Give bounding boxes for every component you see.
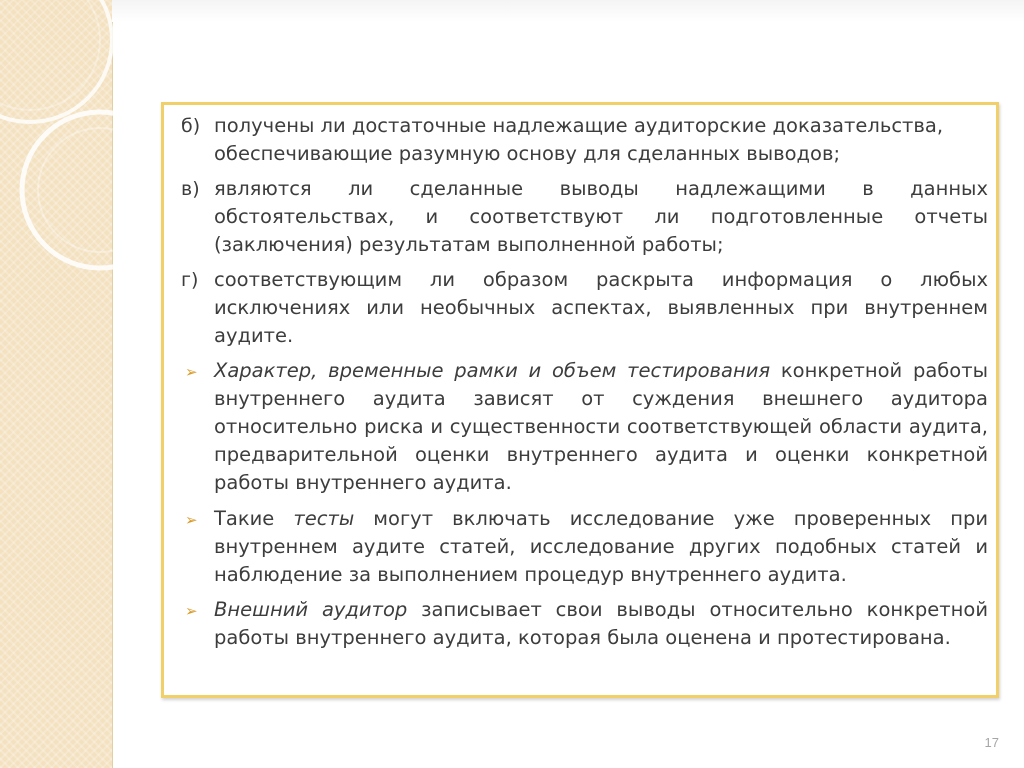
list-item-text: соответствующим ли образом раскрыта информация о любых исключениях или необычных аспектах, выявленных при внутреннем аудите. bbox=[214, 268, 988, 347]
header-shade bbox=[112, 0, 1024, 22]
bullet-item-tests bbox=[181, 505, 988, 589]
list-item-g bbox=[181, 266, 988, 350]
list-item-text: являются ли сделанные выводы надлежащими в данных обстоятельствах, и соответствуют ли подготовленные отчеты (заключения) результатам выполненной работы; bbox=[214, 177, 988, 256]
italic-term: Характер, временные рамки и объем тестирования bbox=[214, 359, 771, 382]
decorative-side-panel bbox=[0, 0, 113, 768]
slide-number: 17 bbox=[984, 735, 999, 750]
italic-term: тесты bbox=[293, 507, 355, 530]
list-marker: г) bbox=[181, 269, 199, 291]
bullet-item-text: Внешний аудитор записывает свои выводы относительно конкретной работы внутреннего аудита, которая была оценена и протестирована. bbox=[214, 598, 988, 649]
arrow-bullet-icon: ➢ bbox=[185, 363, 198, 381]
arrow-bullet-icon: ➢ bbox=[185, 602, 198, 620]
bullet-item-testing-scope bbox=[181, 357, 988, 497]
arrow-bullet-icon: ➢ bbox=[185, 511, 198, 529]
content-box bbox=[161, 102, 999, 698]
list-item-v bbox=[181, 175, 988, 259]
bullet-item-text: Характер, временные рамки и объем тестирования конкретной работы внутреннего аудита зависят от суждения внешнего аудитора относительно риска и существенности соответствующей области аудита, предварительной оценки внутреннего аудита и оценки конкретной работы внутреннего аудита. bbox=[214, 359, 988, 494]
italic-term: Внешний аудитор bbox=[214, 598, 408, 621]
bullet-item-external-auditor bbox=[181, 596, 988, 652]
list-item-b bbox=[181, 112, 988, 168]
list-item-text: получены ли достаточные надлежащие аудиторские доказательства, обеспечивающие разумную основу для сделанных выводов; bbox=[214, 114, 944, 165]
bullet-item-text: Такие тесты могут включать исследование уже проверенных при внутреннем аудите статей, исследование других подобных статей и наблюдение за выполнением процедур внутреннего аудита. bbox=[214, 507, 989, 586]
list-marker: б) bbox=[181, 115, 201, 137]
list-marker: в) bbox=[181, 178, 200, 200]
